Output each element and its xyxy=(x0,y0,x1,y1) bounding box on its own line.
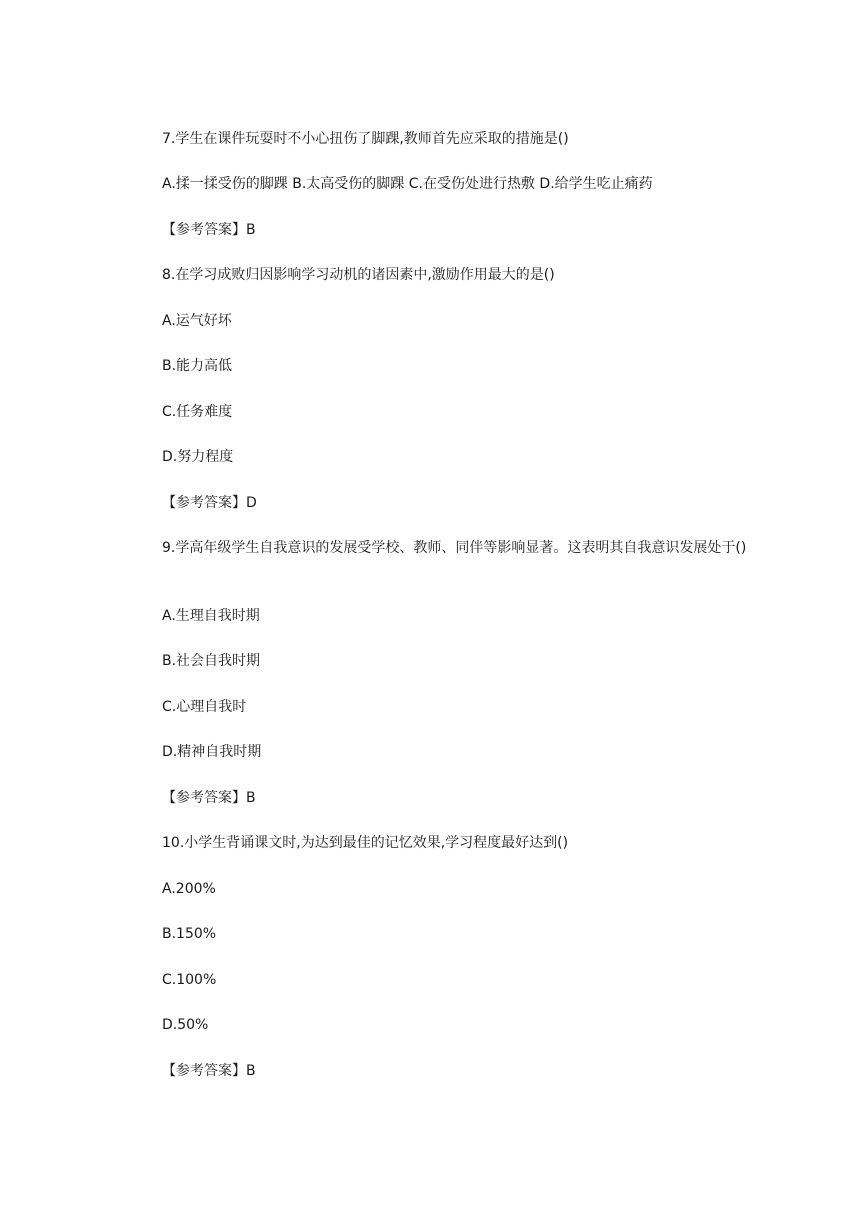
question-10-option-b: B.150% xyxy=(162,926,217,942)
question-8-option-d: D.努力程度 xyxy=(162,449,234,465)
question-8-option-c: C.任务难度 xyxy=(162,404,233,420)
question-10-option-d: D.50% xyxy=(162,1017,209,1033)
question-10-option-a: A.200% xyxy=(162,881,216,897)
question-9-option-c: C.心理自我时 xyxy=(162,699,247,715)
question-9-option-b: B.社会自我时期 xyxy=(162,653,261,669)
question-7-stem: 7.学生在课件玩耍时不小心扭伤了脚踝,教师首先应采取的措施是() xyxy=(162,131,569,147)
question-7-answer: 【参考答案】B xyxy=(162,222,256,238)
question-9-option-a: A.生理自我时期 xyxy=(162,608,260,624)
question-9-option-d: D.精神自我时期 xyxy=(162,744,262,760)
question-7-options: A.揉一揉受伤的脚踝 B.太高受伤的脚踝 C.在受伤处进行热敷 D.给学生吃止痛药 xyxy=(162,176,653,192)
question-8-stem: 8.在学习成败归因影响学习动机的诸因素中,激励作用最大的是() xyxy=(162,267,555,283)
question-10-option-c: C.100% xyxy=(162,972,217,988)
question-8-option-b: B.能力高低 xyxy=(162,358,233,374)
question-8-option-a: A.运气好坏 xyxy=(162,313,232,329)
question-10-stem: 10.小学生背诵课文时,为达到最佳的记忆效果,学习程度最好达到() xyxy=(162,835,569,851)
question-9-answer: 【参考答案】B xyxy=(162,790,256,806)
question-9-stem: 9.学高年级学生自我意识的发展受学校、教师、同伴等影响显著。这表明其自我意识发展处于() xyxy=(162,540,747,556)
question-8-answer: 【参考答案】D xyxy=(162,495,257,511)
question-10-answer: 【参考答案】B xyxy=(162,1063,256,1079)
